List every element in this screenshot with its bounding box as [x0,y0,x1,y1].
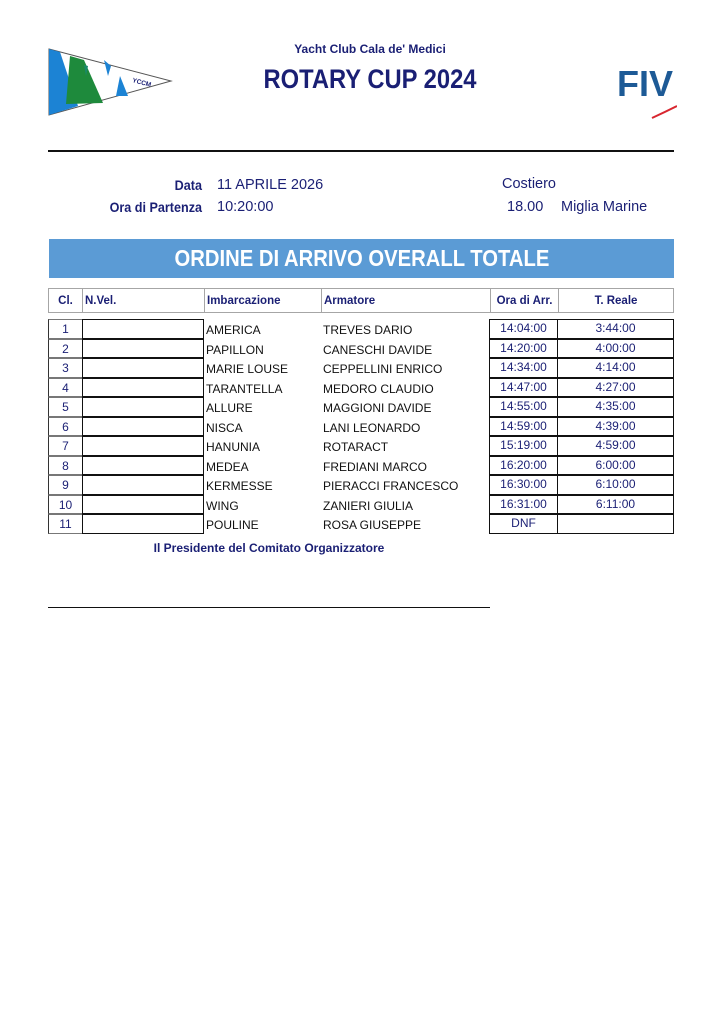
cell-tempo-reale: 4:59:00 [558,436,674,456]
cell-tempo-reale: 3:44:00 [558,319,674,339]
cell-armatore: CANESCHI DAVIDE [323,342,433,357]
fiv-logo [617,62,677,122]
cell-armatore: ROSA GIUSEPPE [323,518,422,532]
cell-ora-arrivo: 14:59:00 [489,417,558,437]
table-row [48,397,674,417]
cell-numero-velico [82,436,204,456]
cell-armatore: MAGGIONI DAVIDE [323,401,432,415]
col-header-armatore: Armatore [322,289,491,312]
cell-imbarcazione: WING [206,498,239,513]
cell-classifica: 5 [48,397,82,417]
table-row [48,417,674,437]
cell-classifica: 8 [48,456,82,476]
event-title: ROTARY CUP 2024 [263,64,477,94]
cell-classifica: 6 [48,417,82,437]
cell-ora-arrivo: 15:19:00 [489,436,558,456]
cell-ora-arrivo: 14:47:00 [489,378,558,398]
cell-ora-arrivo: 14:04:00 [489,319,558,339]
cell-tempo-reale: 4:35:00 [558,397,674,417]
start-time-label: Ora di Partenza [109,199,202,215]
cell-imbarcazione: NISCA [206,420,243,435]
cell-ora-arrivo: 16:31:00 [489,495,558,515]
cell-tempo-reale: 6:10:00 [558,475,674,495]
cell-numero-velico [82,319,204,339]
cell-tempo-reale: 6:11:00 [558,495,674,515]
table-row [48,319,674,339]
cell-classifica: 11 [48,514,82,534]
col-header-cl: Cl. [49,289,83,312]
cell-imbarcazione: MARIE LOUSE [206,362,289,376]
table-row [48,378,674,398]
table-row [48,358,674,378]
cell-imbarcazione: AMERICA [206,323,261,337]
cell-imbarcazione: PAPILLON [206,342,264,357]
table-row [48,495,674,515]
table-row [48,339,674,359]
cell-imbarcazione: MEDEA [206,459,249,474]
cell-ora-arrivo: 14:55:00 [489,397,558,417]
cell-ora-arrivo: 16:20:00 [489,456,558,476]
cell-numero-velico [82,514,204,534]
cell-numero-velico [82,475,204,495]
table-row [48,436,674,456]
cell-numero-velico [82,358,204,378]
cell-armatore: ZANIERI GIULIA [323,498,414,513]
cell-tempo-reale: 4:27:00 [558,378,674,398]
cell-numero-velico [82,417,204,437]
banner-title: ORDINE DI ARRIVO OVERALL TOTALE [174,245,549,271]
results-banner [49,239,674,278]
cell-armatore: CEPPELLINI ENRICO [323,362,443,376]
results-table-body [48,319,674,534]
header-divider [48,150,674,152]
cell-tempo-reale [558,514,674,534]
cell-ora-arrivo: 16:30:00 [489,475,558,495]
cell-imbarcazione: HANUNIA [206,440,261,454]
cell-armatore: TREVES DARIO [323,323,413,337]
club-name: Yacht Club Cala de' Medici [294,42,446,56]
cell-numero-velico [82,495,204,515]
cell-armatore: FREDIANI MARCO [323,459,428,474]
col-header-tempo-reale: T. Reale [594,295,638,307]
cell-classifica: 4 [48,378,82,398]
cell-imbarcazione: ALLURE [206,401,253,415]
cell-classifica: 7 [48,436,82,456]
cell-ora-arrivo: DNF [489,514,558,534]
logo-text: YCCM [131,77,152,89]
cell-imbarcazione: TARANTELLA [206,381,283,396]
cell-numero-velico [82,378,204,398]
cell-classifica: 9 [48,475,82,495]
col-header-nvel: N.Vel. [83,289,205,312]
cell-ora-arrivo: 14:34:00 [489,358,558,378]
cell-tempo-reale: 4:00:00 [558,339,674,359]
cell-tempo-reale: 4:14:00 [558,358,674,378]
date-label: Data [174,177,202,193]
course-type: Costiero [502,176,556,192]
col-header-ora-arrivo: Ora di Arr. [491,289,559,312]
table-header [48,288,674,313]
cell-classifica: 2 [48,339,82,359]
distance-unit: Miglia Marine [561,199,648,215]
date-value: 11 APRILE 2026 [217,177,324,193]
cell-numero-velico [82,456,204,476]
cell-numero-velico [82,397,204,417]
cell-tempo-reale: 6:00:00 [558,456,674,476]
table-row [48,475,674,495]
table-row [48,514,674,534]
col-header-imbarcazione: Imbarcazione [205,289,322,312]
cell-armatore: MEDORO CLAUDIO [323,381,434,396]
cell-classifica: 10 [48,495,82,515]
yccm-pennant-logo [48,48,173,118]
cell-imbarcazione: KERMESSE [206,479,273,493]
signature-line [48,607,490,608]
cell-tempo-reale: 4:39:00 [558,417,674,437]
signature-label: Il Presidente del Comitato Organizzatore [153,541,385,555]
cell-armatore: PIERACCI FRANCESCO [323,479,459,493]
cell-classifica: 3 [48,358,82,378]
start-time-value: 10:20:00 [217,199,274,215]
cell-armatore: ROTARACT [323,440,389,454]
distance-value: 18.00 [507,199,544,215]
cell-ora-arrivo: 14:20:00 [489,339,558,359]
fiv-logo-text: FIV [617,63,674,104]
cell-numero-velico [82,339,204,359]
cell-armatore: LANI LEONARDO [323,420,421,435]
table-row [48,456,674,476]
cell-imbarcazione: POULINE [206,518,259,532]
cell-classifica: 1 [48,319,82,339]
